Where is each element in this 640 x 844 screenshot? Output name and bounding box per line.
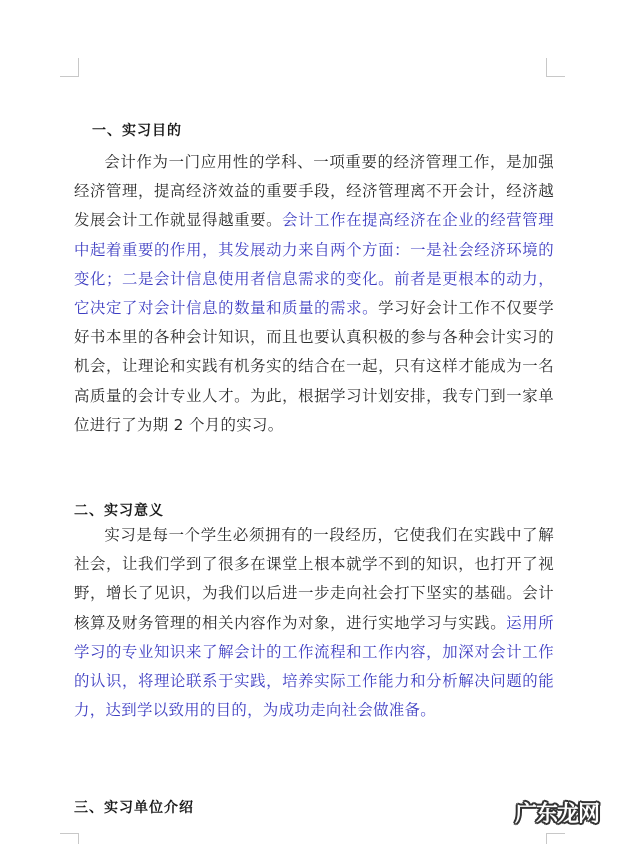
highlighted-text: 运用所学习的专业知识来了解会计的工作流程和工作内容，加深对会计工作的认识，将理论联系于实践，培养实际工作能力和分析解决问题的能力，达到学以致用的目的，为成功走向社会做准备。 bbox=[74, 613, 554, 720]
page-corner-mark-top-left bbox=[60, 58, 79, 77]
section-paragraph-significance bbox=[74, 521, 554, 725]
highlighted-text: 会计工作在提高经济在企业的经营管理中起着重要的作用，其发展动力来自两个方面：一是社会经济环境的变化；二是会计信息使用者信息需求的变化。前者是更根本的动力，它决定了对会计信息的数量和质量的需求。 bbox=[74, 211, 554, 318]
watermark-logo: 广东龙网 bbox=[515, 802, 600, 827]
section-paragraph-purpose bbox=[74, 148, 554, 440]
paragraph-text: 会计作为一门应用性的学科、一项重要的经济管理工作，是加强经济管理，提高经济效益的重要手段，经济管理离不开会计，经济越发展会计工作就显得越重要。 bbox=[74, 153, 554, 230]
section-heading-purpose: 一、实习目的 bbox=[92, 123, 182, 139]
page-corner-mark-top-right bbox=[546, 58, 565, 77]
paragraph-text: 学习好会计工作不仅要学好书本里的各种会计知识，而且也要认真积极的参与各种会计实习的机会，让理论和实践有机务实的结合在一起，只有这样才能成为一名高质量的会计专业人才。为此，根据学习计划安排，我专门到一家单位进行了为期 2 个月的实习。 bbox=[74, 299, 554, 434]
paragraph-text: 实习是每一个学生必须拥有的一段经历，它使我们在实践中了解社会，让我们学到了很多在课堂上根本就学不到的知识，也打开了视野，增长了见识，为我们以后进一步走向社会打下坚实的基础。会计核算及财务管理的相关内容作为对象，进行实地学习与实践。 bbox=[74, 526, 554, 632]
section-heading-unit-intro: 三、实习单位介绍 bbox=[74, 800, 194, 816]
section-heading-significance: 二、实习意义 bbox=[74, 503, 164, 519]
